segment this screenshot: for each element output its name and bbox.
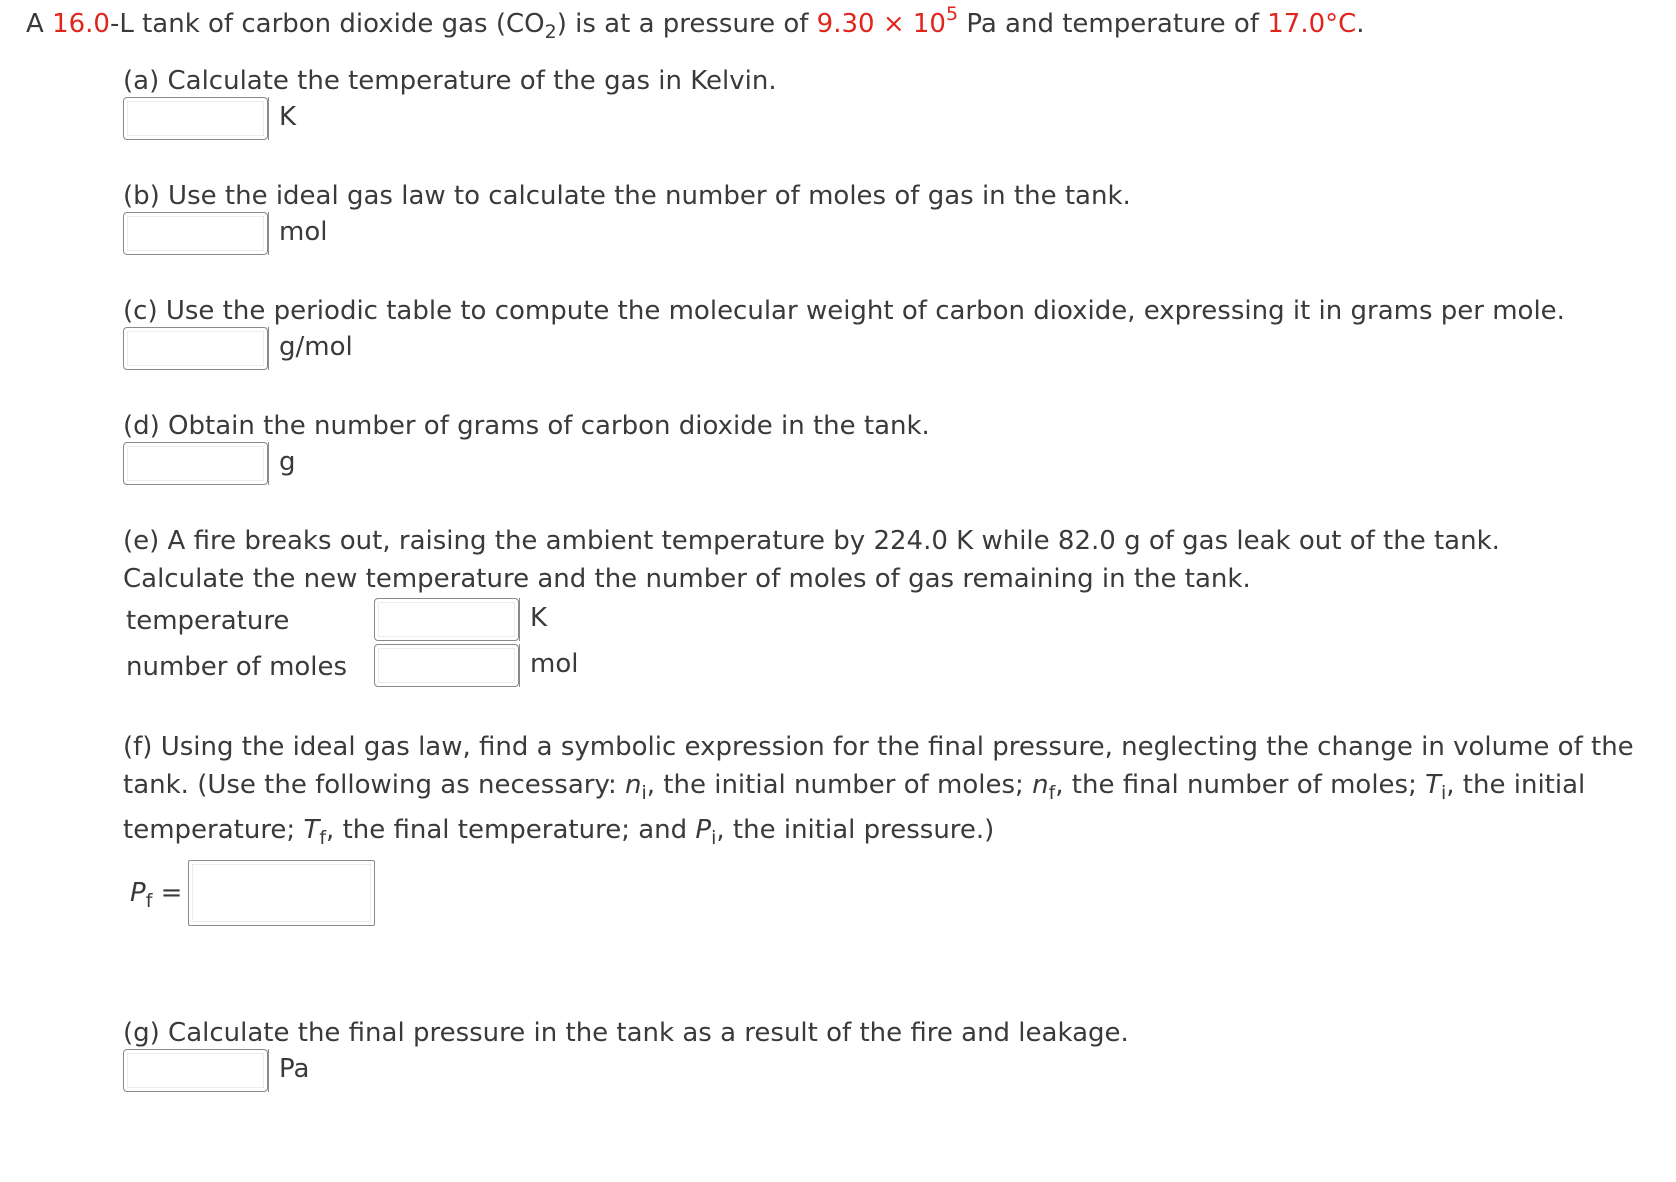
part-a-answer-input[interactable] — [123, 97, 268, 140]
symbol-p-initial: P — [695, 815, 712, 845]
problem-text: Pa and temperature of — [958, 9, 1268, 39]
subscript: f — [319, 827, 327, 849]
problem-text: -L tank of carbon dioxide gas (CO — [109, 9, 545, 39]
pressure-exponent: 5 — [945, 3, 959, 25]
problem-text: . — [1356, 9, 1365, 39]
pressure-value — [816, 3, 959, 39]
part-d-answer-input[interactable] — [123, 442, 268, 485]
subscript: f — [145, 890, 153, 912]
symbol-t-final: T — [303, 815, 320, 845]
symbol-n-initial: n — [625, 770, 642, 800]
part-f-text: , the final number of moles; — [1055, 770, 1426, 800]
part-a-question: (a) Calculate the temperature of the gas in Kelvin. — [123, 66, 777, 96]
part-c-question: (c) Use the periodic table to compute the molecular weight of carbon dioxide, expressing it in grams per mole. — [123, 296, 1565, 326]
subscript: 2 — [544, 21, 557, 43]
part-f-question-line1: (f) Using the ideal gas law, find a symbolic expression for the final pressure, neglecting the change in volume of the — [123, 732, 1634, 762]
part-f-text: , the final temperature; and — [326, 815, 696, 845]
part-f-text: , the initial pressure.) — [716, 815, 995, 845]
part-c-unit: g/mol — [268, 327, 353, 370]
volume-value: 16.0 — [52, 9, 110, 39]
problem-statement — [26, 3, 1365, 43]
part-e-moles-label: number of moles — [126, 652, 348, 682]
part-f-answer-input[interactable] — [188, 860, 375, 926]
part-f-text: temperature; — [123, 815, 304, 845]
part-b-answer-input[interactable] — [123, 212, 268, 255]
part-f-text: , the initial — [1446, 770, 1586, 800]
part-e-question-line1: (e) A fire breaks out, raising the ambient temperature by 224.0 K while 82.0 g of gas leak out of the tank. — [123, 526, 1500, 556]
part-b-unit: mol — [268, 212, 327, 255]
part-a-unit: K — [268, 97, 296, 140]
symbol-t-initial: T — [1425, 770, 1441, 800]
subscript: i — [641, 782, 647, 804]
part-e-moles-unit: mol — [519, 644, 578, 687]
part-e-temperature-unit: K — [519, 598, 547, 641]
part-g-answer-input[interactable] — [123, 1049, 268, 1092]
pressure-mantissa: 9.30 — [816, 9, 875, 39]
part-g-question: (g) Calculate the final pressure in the tank as a result of the fire and leakage. — [123, 1018, 1129, 1048]
part-e-temperature-input[interactable] — [374, 598, 519, 641]
part-e-temperature-label: temperature — [126, 606, 290, 636]
part-d-unit: g — [268, 442, 296, 485]
part-e-question-line2: Calculate the new temperature and the number of moles of gas remaining in the tank. — [123, 564, 1251, 594]
pressure-times-ten: × 10 — [874, 9, 946, 39]
part-c-answer-input[interactable] — [123, 327, 268, 370]
subscript: i — [711, 827, 717, 849]
subscript: f — [1048, 782, 1056, 804]
part-f-text: , the initial number of moles; — [646, 770, 1033, 800]
temperature-value: 17.0°C — [1267, 9, 1357, 39]
part-e-moles-input[interactable] — [374, 644, 519, 687]
part-f-question-line3 — [123, 815, 995, 849]
part-b-question: (b) Use the ideal gas law to calculate the number of moles of gas in the tank. — [123, 181, 1131, 211]
equals-sign: = — [152, 878, 183, 908]
symbol-p-final: P — [130, 878, 146, 908]
subscript: i — [1441, 782, 1447, 804]
problem-text: ) is at a pressure of — [556, 9, 817, 39]
symbol-n-final: n — [1032, 770, 1049, 800]
problem-text: A — [26, 9, 53, 39]
part-f-text: tank. (Use the following as necessary: — [123, 770, 625, 800]
part-g-unit: Pa — [268, 1049, 309, 1092]
part-f-question-line2 — [123, 770, 1586, 804]
pf-label — [130, 878, 183, 912]
part-d-question: (d) Obtain the number of grams of carbon dioxide in the tank. — [123, 411, 930, 441]
